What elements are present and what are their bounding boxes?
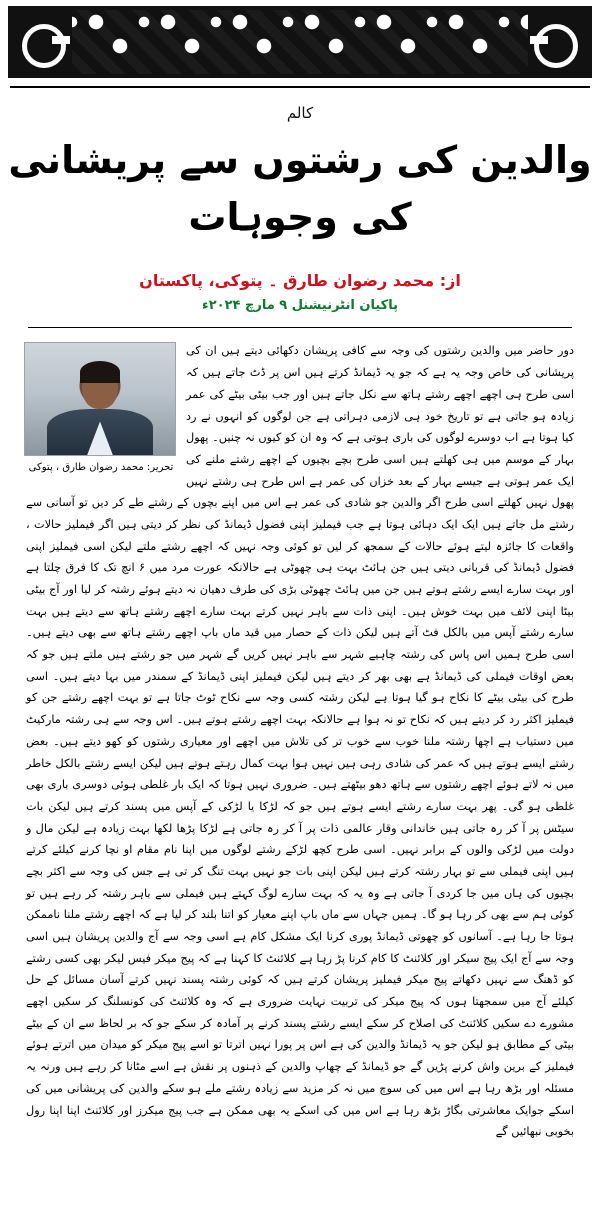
ring-motif-icon — [534, 24, 578, 68]
ring-motif-icon — [22, 24, 66, 68]
author-photo — [24, 342, 176, 456]
ornament-pattern — [12, 10, 588, 74]
figure-caption: تحریر: محمد رضوان طارق ، پتوکی — [28, 462, 174, 474]
ornament-corner-left — [8, 6, 72, 78]
ornament-corner-right — [528, 6, 592, 78]
bar-motif-icon — [52, 36, 70, 44]
newspaper-page — [0, 6, 600, 1206]
author-byline: از: محمد رضوان طارق ۔ پتوکی، پاکستان — [139, 271, 461, 291]
publication-line: پاکیان انٹرنیشنل ۹ مارچ ۲۰۲۴ء — [202, 298, 398, 314]
photo-hair-shape — [80, 361, 120, 383]
article-body-container — [26, 340, 574, 1142]
title-divider — [28, 327, 572, 328]
header-divider — [10, 86, 590, 88]
column-kicker: کالم — [286, 104, 314, 122]
ornamental-header-band — [8, 6, 592, 78]
bar-motif-icon — [530, 36, 548, 44]
page-title: والدین کی رشتوں سے پریشانی کی وجوہات — [8, 138, 592, 239]
article-body-text: دور حاضر میں والدین رشتوں کی وجہ سے کافی پریشان دکھائی دیتے ہیں ان کی پریشانی کی خاص وجہ یہ ہے کہ جو یہ ڈیمانڈ کرتے ہیں اس پر ڈٹ جاتے ہیں کہ اسی طرح ہی اچھے اچھے رشتے ہاتھ سے نکل جاتے ہیں اور جب بیٹی بیٹے کی عمر زیادہ ہو جاتی ہے تو تاریخ خود ہی لازمی دہراتی ہے جن لوگوں کو انہوں نے رد کیا ہوتا ہے اب دوسرے لوگوں کی باری ہوتی ہے کہ وہ ان کو کیوں نہ چنیں۔ پھول بہار کے موسم میں ہی کھلتے ہیں اسی طرح بچے بچیوں کے اچھے رشتے ملنے کی ایک عمر ہوتی ہے جیسے بہار کے بعد خزاں کی عمر ہے اس طرح ہی رشتے نہیں پھول نہیں کھلتے اسی طرح اگر والدین جو شادی کی عمر ہے اس میں اپنے بچوں کے رشتے طے کر دیں تو آسانی سے رشتے مل جاتے ہیں ایک ایک دہائی ہوتا ہے جب فیملیز اپنی فضول ڈیمانڈ کی نظر کر دیتی ہیں اگر فیملیز حالات ، واقعات کا جائزہ لیتے ہوئے حالات کے سمجھ کر لیں تو کوئی وجہ نہیں کہ اچھے رشتے ملتے لیکن اسی فیملیز اپنی فضول ڈیمانڈ کی قربانی دیتی ہیں جن ہائٹ بہت ہی چھوٹی ہے حالانکہ عورت مرد میں ۶ انچ تک کا فرق چلتا ہے اور بہت سارے ایسے رشتے ہوتے ہیں جن میں ہائٹ چھوٹی بڑی کی طرف دھیان نہ دیتے ہوئے رشتہ کر لیا اور آج بیٹی بیٹا اپنی لائف میں بہت خوش ہیں۔ اپنی ذات سے باہر نہیں کرتے بہت سارے اچھے رشتے ہاتھ سے دیتے ہیں بہت سارے رشتے آپس میں بالکل فٹ آتے ہیں لیکن ذات کے حصار میں قید ماں باپ اچھے رشتے ہاتھ سے بھی دیتے ہیں۔ اسی طرح ہمیں اس پاس کی رشتہ چاہیے شہر سے باہر نہیں کریں گے شہر میں جو رشتے ہیں ملتے ہیں جو کہ بعض اوقات فیملی کی ڈیمانڈ ہے بھی بھر کر دیتے ہیں لیکن فیملیز اپنی ڈیمانڈ کے سمندر میں بہا دیتے ہیں۔ اسی طرح کی بیٹی بیٹے کا نکاح ہو گیا ہوتا ہے لیکن رشتہ کسی وجہ سے نکاح ٹوٹ جاتا ہے تو بہت اچھے رشتے جن کو فیملیز اکثر رد کر دیتے ہیں کہ نکاح تو نہ ہوا ہے حالانکہ بہت اچھے رشتے ہوتے ہیں۔ اس وجہ سے ہی رشتہ مارکیٹ میں دستیاب ہے اچھا رشتہ ملنا خوب سے خوب تر کی تلاش میں اچھے اور معیاری رشتوں کو کھو دیتے ہیں۔ بعض رشتے ایسے ہوتے ہیں کہ عمر کی شادی رہی ہیں نہیں ہوا بہت کمال رہتے ہوتے ہیں لیکن ایسے رشتے بالکل خاطر میں نہ لاتے ہوئے اچھے رشتوں سے ہاتھ دھو بیٹھتے ہیں۔ ضروری نہیں ہوتا کہ ایک بار غلطی ہوئی دوسری باری بھی غلطی ہو گی۔ پھر بہت سارے رشتے ایسے ہوتے ہیں جو کہ لڑکا یا لڑکی کے آپس میں پسند کرتے ہیں لیکن بات سیٹس پر آ کر رہ جاتی ہیں خاندانی وقار عالمی ذات پر آ کر رہ جاتی ہے لڑکا پڑھا لکھا بہت زیادہ ہے لیکن مال و دولت میں لڑکی والوں کے برابر نہیں۔ اسی طرح کچھ لڑکے رشتے لوگوں میں اپنا نام مقام او نچا کرنے کیلئے کرتے ہیں اپنی فیملی سے تو بہار رشتہ کرتے ہیں لیکن اپنی بات جو نہیں بہت تنگ کر تی ہے جس کی وجہ سے اکثر بچے بچیوں کی ہاں میں جا کردی آ جاتی ہے وہ یہ کہ بہت سارے لوگ کہتے ہیں فیملی سے باہر رشتہ کر رہے ہیں تو کوئی ہم سے بھی کر رہا ہو گا۔ ہمیں جہاں سے ماں باپ اپنے معیار کو اتنا بلند کر لیا ہے کہ اچھے رشتے ملنا ناممکن ہوتا جا رہا ہے۔ آسانوں کو چھوتی ڈیمانڈ پوری کرنا ایک مشکل کام ہے اسی وجہ سے آج والدین پریشان ہیں اسی وجہ سے آج ایک پیج سیکر اور کلائنٹ کا کام کرنا پڑ رہا ہے کلائنٹ کا کہنا ہے کہ پیج میکر فیس لیکر بھی کسی رشتے کو ڈھنگ سے نہیں دکھاتے پیج میکر فیملیز پریشان کرتے ہیں کہ کوئی رشتہ پسند نہیں کرتے آسان مسائل کے حل کیلئے آج میں سمجھتا ہوں کہ پیج میکر کی تربیت نہایت ضروری ہے کہ وہ کلائنٹ کی کونسلنگ کر سکیں اچھے مشورے دے سکیں کلائنٹ کی اصلاح کر سکے ایسے رشتے پسند کرنے پر آمادہ کر سکے جو کہ بر لحاظ سے ان کے بیٹے بیٹی کے مطابق ہو لیکن جو یہ ڈیمانڈ والدین کی ہے اس پر پورا نہیں اترتا تو اسے پیج میکر کو میدان میں اترتے ہوئے فیملیز کے برین واش کرنے پڑیں گے جو ڈیمانڈ کے چھاپ والدین کے ذہنوں پر نقش ہے اسے مٹانا کر رہے ہیں ورنہ یہ مسئلہ اور بڑھ رہا ہے اس میں کی سوچ میں نہ کر مزید سے زیادہ رشتے ملے ہو سکے والدین کی پریشانی میں کی اسکے جوایک معاشرتی بگاڑ بڑھ رہا ہے اس میں کی اسکے یہ بھی ممکن ہے جب پیج میکرز اور کلائنٹ اپنا اپنا رول بخوبی نبھائیں گے — [26, 344, 574, 1139]
author-figure — [26, 342, 176, 475]
